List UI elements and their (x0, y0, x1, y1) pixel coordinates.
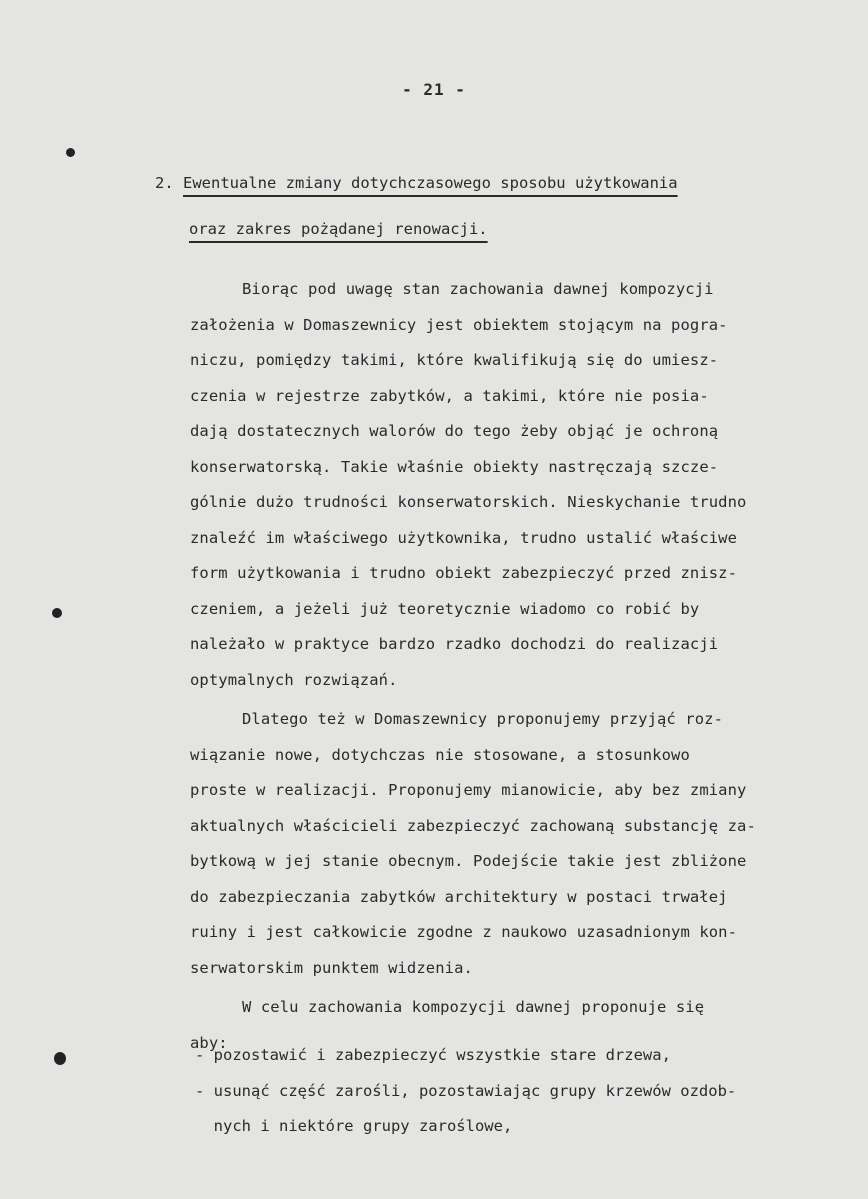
heading-line-2 (155, 206, 775, 252)
paragraph1-line: konserwatorską. Takie właśnie obiekty nastręczają szcze- (190, 457, 719, 476)
recommendation-list (195, 1038, 815, 1145)
section-heading (155, 160, 775, 252)
margin-speck (66, 148, 75, 157)
list-item: - pozostawić i zabezpieczyć wszystkie stare drzewa, (195, 1046, 671, 1064)
paragraph3-line: W celu zachowania kompozycji dawnej proponuje się (242, 998, 705, 1016)
paragraph2-line: Dlatego też w Domaszewnicy proponujemy przyjąć roz- (242, 710, 724, 728)
page-number: - 21 - (402, 80, 466, 99)
paragraph2-line: do zabezpieczania zabytków architektury w postaci trwałej (190, 887, 728, 906)
paragraph1-line: optymalnych rozwiązań. (190, 670, 398, 689)
paragraph1-line: należało w praktyce bardzo rzadko dochodzi do realizacji (190, 635, 719, 653)
margin-speck (52, 608, 62, 618)
paragraph1-line: niczu, pomiędzy takimi, które kwalifikują się do umiesz- (190, 351, 719, 369)
list-item: nych i niektóre grupy zaroślowe, (195, 1117, 513, 1135)
list-item: - usunąć część zarośli, pozostawiając grupy krzewów ozdob- (195, 1081, 737, 1100)
paragraph1-line: form użytkowania i trudno obiekt zabezpieczyć przed znisz- (190, 564, 738, 582)
paragraph1-line: znaleźć im właściwego użytkownika, trudno ustalić właściwe (190, 528, 738, 547)
paragraph1-line: gólnie dużo trudności konserwatorskich. Nieskychanie trudno (190, 493, 747, 511)
paragraph2-line: ruiny i jest całkowicie zgodne z naukowo uzasadnionym kon- (190, 923, 738, 941)
paragraph1-line: czeniem, a jeżeli już teoretycznie wiadomo co robić by (190, 599, 700, 618)
paragraph2-line: aktualnych właścicieli zabezpieczyć zachowaną substancję za- (190, 816, 756, 835)
body-text (190, 272, 820, 1061)
paragraph1-line: założenia w Domaszewnicy jest obiektem stojącym na pogra- (190, 315, 728, 334)
margin-speck (54, 1052, 66, 1065)
paragraph2-line: proste w realizacji. Proponujemy mianowicie, aby bez zmiany (190, 781, 747, 799)
paragraph2-line: serwatorskim punktem widzenia. (190, 958, 473, 977)
heading-number: 2. (155, 174, 174, 192)
heading-text-2: oraz zakres pożądanej renowacji. (189, 220, 488, 238)
heading-line-1 (155, 160, 775, 206)
paragraph1-line: czenia w rejestrze zabytków, a takimi, które nie posia- (190, 386, 709, 405)
paragraph1-line: Biorąc pod uwagę stan zachowania dawnej kompozycji (242, 280, 714, 298)
paragraph2-line: bytkową w jej stanie obecnym. Podejście takie jest zbliżone (190, 852, 747, 870)
paragraph1-line: dają dostatecznych walorów do tego żeby objąć je ochroną (190, 422, 719, 440)
paragraph3-line: aby: (190, 1033, 228, 1052)
paragraph2-line: wiązanie nowe, dotychczas nie stosowane, a stosunkowo (190, 745, 690, 764)
heading-text-1: Ewentualne zmiany dotychczasowego sposobu użytkowania (183, 174, 678, 192)
